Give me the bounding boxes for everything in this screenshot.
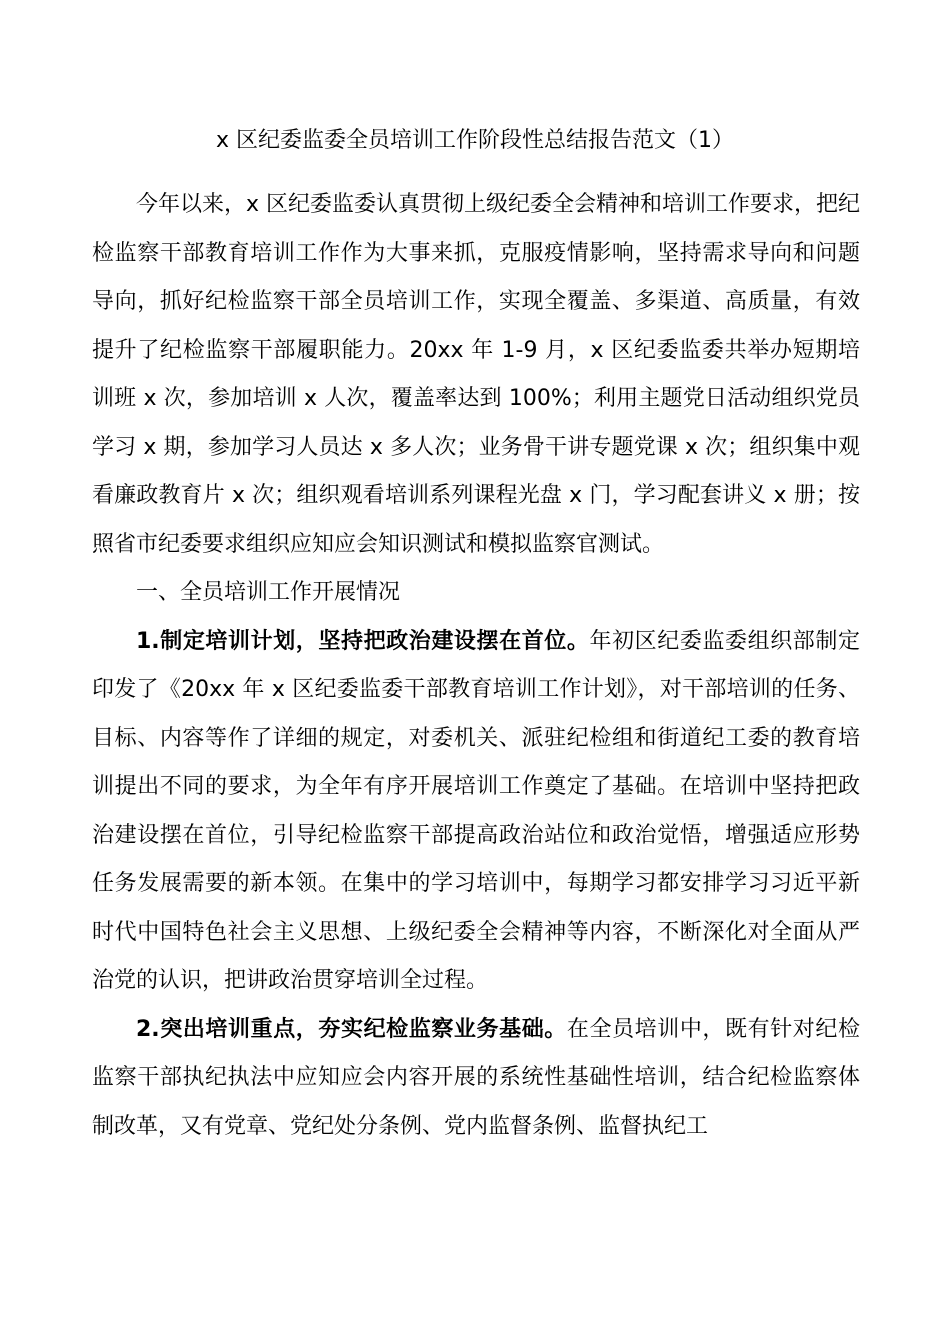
intro-paragraph: 今年以来，x 区纪委监委认真贯彻上级纪委全会精神和培训工作要求，把纪检监察干部教育培训工作作为大事来抓，克服疫情影响，坚持需求导向和问题导向，抓好纪检监察干部全员培训工作，实现全覆盖、多渠道、高质量，有效提升了纪检监察干部履职能力。20xx 年 1-9 月，x 区纪委监委共举办短期培训班 x 次，参加培训 x 人次，覆盖率达到 100%；利用主题党日活动组织党员学习 x 期，参加学习人员达 x 多人次；业务骨干讲专题党课 x 次；组织集中观看廉政教育片 x 次；组织观看培训系列课程光盘 x 门，学习配套讲义 x 册；按照省市纪委要求组织应知应会知识测试和模拟监察官测试。 [92,192,861,557]
item-lead-1: 1.制定培训计划，坚持把政治建设摆在首位。 [136,628,590,654]
item-paragraph-1 [92,618,860,1006]
document-body [92,181,860,1151]
item-lead-2: 2.突出培训重点，夯实纪检监察业务基础。 [136,1016,567,1042]
item-body-1: 年初区纪委监委组织部制定印发了《20xx 年 x 区纪委监委干部教育培训工作计划》，对干部培训的任务、目标、内容等作了详细的规定，对委机关、派驻纪检组和街道纪工委的教育培训提出不同的要求，为全年有序开展培训工作奠定了基础。在培训中坚持把政治建设摆在首位，引导纪检监察干部提高政治站位和政治觉悟，增强适应形势任务发展需要的新本领。在集中的学习培训中，每期学习都安排学习习近平新时代中国特色社会主义思想、上级纪委全会精神等内容，不断深化对全面从严治党的认识，把讲政治贯穿培训全过程。 [92,628,860,993]
item-body-2: 在全员培训中，既有针对纪检监察干部执纪执法中应知应会内容开展的系统性基础性培训，结合纪检监察体制改革，又有党章、党纪处分条例、党内监督条例、监督执纪工 [92,1016,860,1139]
document-title: x 区纪委监委全员培训工作阶段性总结报告范文（1） [215,128,734,153]
item-paragraph-2 [92,1006,860,1152]
section-heading-1: 一、全员培训工作开展情况 [136,580,401,605]
